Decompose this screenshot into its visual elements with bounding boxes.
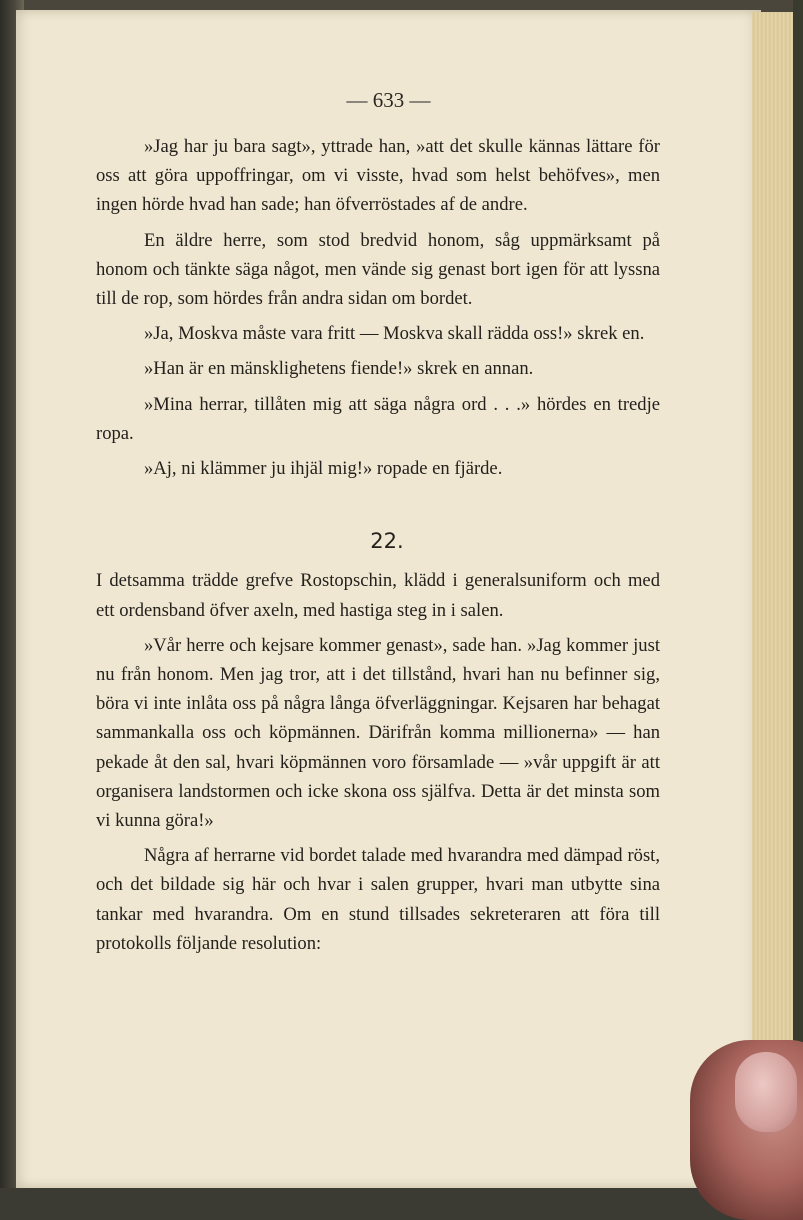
paragraph: I detsamma trädde grefve Rostopschin, klädd i generalsuniform och med ett ordensband öfver axeln, med hastiga steg in i salen.: [96, 570, 660, 621]
page-number: — 633 —: [346, 88, 431, 112]
paragraph: »Vår herre och kejsare kommer genast», sade han. »Jag kommer just nu från honom. Men jag tror, att i det tillstånd, hvari han nu befinner sig, böra vi inte inlåta oss på några långa öfverläggningar. Kejsaren har behagat sammankalla oss och köpmännen. Därifrån komma millionerna» — han pekade åt den sal, hvari köpmännen voro församlade — »vår uppgift är att organisera landstormen och icke skona oss själfva. Detta är det minsta som vi kunna göra!»: [96, 634, 660, 832]
paragraph: »Aj, ni klämmer ju ihjäl mig!» ropade en fjärde.: [144, 458, 503, 480]
paragraph: Några af herrarne vid bordet talade med hvarandra med dämpad röst, och det bildade sig här och hvar i salen grupper, hvari man utbytte sina tankar med hvarandra. Om en stund tillsades sekreteraren att föra till protokolls följande resolution:: [96, 845, 660, 954]
page-text: [96, 132, 660, 964]
paragraph: »Han är en mänsklighetens fiende!» skrek en annan.: [144, 358, 534, 380]
paragraph: En äldre herre, som stod bredvid honom, såg uppmärksamt på honom och tänkte säga något, men vände sig genast bort igen för att lyssna till de rop, som hördes från andra sidan om bordet.: [96, 229, 660, 310]
book-cover-edge: [793, 0, 803, 1188]
paragraph: »Mina herrar, tillåten mig att säga några ord . . .» hördes en tredje ropa.: [96, 393, 660, 444]
paragraph: »Jag har ju bara sagt», yttrade han, »att det skulle kännas lättare för oss att göra uppoffringar, om vi visste, hvad som helst behöfves», men ingen hörde hvad han sade; han öfverröstades af de andre.: [96, 136, 660, 216]
chapter-heading: 22.: [370, 529, 404, 554]
book-page: [16, 10, 761, 1188]
thumbnail-nail: [735, 1052, 797, 1132]
paragraph: »Ja, Moskva måste vara fritt — Moskva skall rädda oss!» skrek en.: [144, 323, 645, 345]
